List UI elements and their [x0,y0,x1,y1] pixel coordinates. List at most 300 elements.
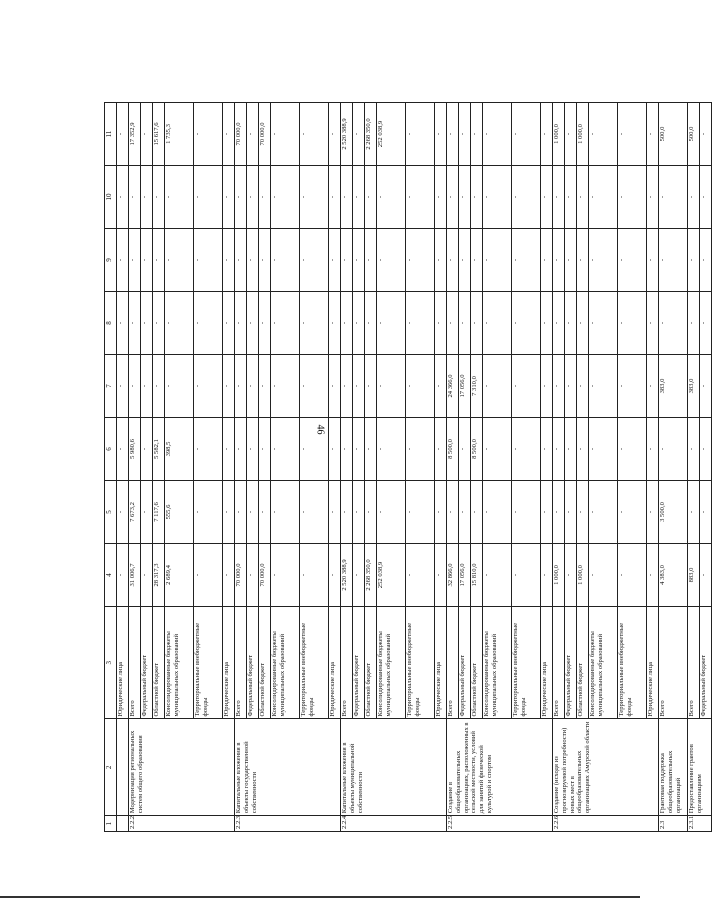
value-cell: 15 810,0 [471,544,483,607]
value-cell: - [406,481,435,544]
value-cell: - [512,292,541,355]
table-row [447,103,459,832]
value-cell: - [471,166,483,229]
value-cell: - [341,292,353,355]
value-cell: - [577,166,589,229]
value-cell: - [365,229,377,292]
value-cell: - [565,544,577,607]
column-number-cell: 3 [105,607,117,720]
value-cell: - [329,481,341,544]
value-cell: - [117,481,129,544]
value-cell: 398,5 [165,418,194,481]
value-cell: - [565,355,577,418]
value-cell: - [247,292,259,355]
value-cell: 70 000,0 [259,544,271,607]
funding-source-cell: Юридические лица [117,607,129,720]
column-number-cell: 6 [105,418,117,481]
value-cell: - [700,292,712,355]
funding-source-cell: Консолидированные бюджеты муниципальных образований [165,607,194,720]
value-cell: - [688,418,700,481]
value-cell: - [141,229,153,292]
value-cell: - [512,355,541,418]
value-cell: - [565,229,577,292]
value-cell: - [247,418,259,481]
value-cell: - [271,229,300,292]
value-cell: - [589,166,618,229]
value-cell: - [247,355,259,418]
value-cell: - [435,292,447,355]
value-cell: - [447,292,459,355]
measure-name-cell [117,719,129,816]
value-cell: - [153,166,165,229]
value-cell: - [541,355,553,418]
value-cell: - [659,292,688,355]
value-cell: - [618,292,647,355]
value-cell: 2 268 350,0 [365,103,377,166]
value-cell: - [223,103,235,166]
value-cell: - [483,418,512,481]
value-cell: - [259,292,271,355]
measure-name-cell: Предоставление грантов организациям [688,719,712,816]
value-cell: - [353,103,365,166]
measure-name-cell: Создание (исходя из прогнозируемой потребности) новых мест в общеобразовательных организациях Амурской области [553,719,659,816]
value-cell: - [117,544,129,607]
value-cell: 2 268 350,0 [365,544,377,607]
funding-source-cell: Федеральный бюджет [459,607,471,720]
value-cell: - [300,166,329,229]
value-cell: - [471,229,483,292]
value-cell: - [329,166,341,229]
value-cell: - [618,229,647,292]
value-cell: - [341,166,353,229]
value-cell: - [659,418,688,481]
value-cell: - [406,229,435,292]
funding-source-cell: Областной бюджет [471,607,483,720]
value-cell: 252 038,9 [377,103,406,166]
value-cell: - [353,418,365,481]
value-cell: - [406,418,435,481]
measure-name-cell: Капитальные вложения в объекты государственной собственности [235,719,341,816]
value-cell: - [541,544,553,607]
value-cell: - [353,229,365,292]
value-cell: - [541,229,553,292]
value-cell: - [700,544,712,607]
table-header-row [105,103,117,832]
value-cell: - [618,103,647,166]
value-cell: - [700,103,712,166]
value-cell: - [659,229,688,292]
value-cell: - [553,418,565,481]
value-cell: - [483,166,512,229]
value-cell: - [589,229,618,292]
value-cell: - [553,229,565,292]
value-cell: - [235,355,247,418]
value-cell: - [647,292,659,355]
value-cell: 28 317,3 [153,544,165,607]
value-cell: - [435,103,447,166]
value-cell: 8 500,0 [471,418,483,481]
value-cell: - [141,292,153,355]
value-cell: - [247,103,259,166]
funding-source-cell: Областной бюджет [153,607,165,720]
page-number: 46 [314,424,326,435]
value-cell: - [300,229,329,292]
value-cell: - [647,166,659,229]
value-cell: - [194,166,223,229]
value-cell: 2 689,4 [165,544,194,607]
value-cell: - [329,103,341,166]
value-cell: - [165,355,194,418]
value-cell: - [589,355,618,418]
value-cell: - [194,355,223,418]
value-cell: - [129,292,141,355]
value-cell: - [647,481,659,544]
value-cell: - [165,166,194,229]
table-row [688,103,700,832]
funding-source-cell: Юридические лица [541,607,553,720]
value-cell: - [153,229,165,292]
value-cell: - [353,166,365,229]
value-cell: - [300,355,329,418]
value-cell: - [341,481,353,544]
value-cell: - [129,166,141,229]
funding-source-cell: Всего [129,607,141,720]
value-cell: - [406,292,435,355]
funding-source-cell: Федеральный бюджет [141,607,153,720]
value-cell: - [459,418,471,481]
measure-name-cell: Модернизация региональных систем общего образования [129,719,235,816]
column-number-cell: 4 [105,544,117,607]
value-cell: 1 735,3 [165,103,194,166]
value-cell: - [247,481,259,544]
value-cell: 7 117,6 [153,481,165,544]
value-cell: - [353,481,365,544]
value-cell: - [194,481,223,544]
value-cell: - [688,166,700,229]
value-cell: - [259,481,271,544]
value-cell: - [435,418,447,481]
value-cell: - [223,418,235,481]
value-cell: - [300,544,329,607]
funding-source-cell: Всего [553,607,565,720]
value-cell: - [329,418,341,481]
value-cell: - [223,355,235,418]
column-number-cell: 7 [105,355,117,418]
value-cell: - [688,229,700,292]
value-cell: - [353,355,365,418]
value-cell: 5 980,6 [129,418,141,481]
value-cell: - [471,481,483,544]
value-cell: - [141,103,153,166]
column-number-cell: 11 [105,103,117,166]
funding-source-cell: Всего [447,607,459,720]
value-cell: - [341,418,353,481]
value-cell: - [406,166,435,229]
value-cell: - [153,355,165,418]
value-cell: - [459,229,471,292]
funding-source-cell: Консолидированные бюджеты муниципальных образований [271,607,300,720]
value-cell: - [459,103,471,166]
value-cell: - [618,418,647,481]
value-cell: - [129,229,141,292]
value-cell: - [141,418,153,481]
column-number-cell: 2 [105,719,117,816]
value-cell: - [165,229,194,292]
value-cell: - [259,166,271,229]
value-cell: - [300,103,329,166]
value-cell: - [141,166,153,229]
value-cell: - [688,481,700,544]
value-cell: - [447,229,459,292]
column-number-cell: 9 [105,229,117,292]
value-cell: - [512,166,541,229]
funding-source-cell: Консолидированные бюджеты муниципальных образований [483,607,512,720]
value-cell: - [223,481,235,544]
value-cell: - [541,481,553,544]
value-cell: - [647,418,659,481]
measure-name-cell: Грантовая поддержка общеобразовательных организаций [659,719,688,816]
funding-source-cell: Всего [688,607,700,720]
value-cell: - [153,292,165,355]
value-cell: - [223,292,235,355]
value-cell: - [659,166,688,229]
value-cell: - [353,544,365,607]
value-cell: - [259,355,271,418]
value-cell: - [541,418,553,481]
value-cell: 1 000,0 [553,103,565,166]
value-cell: - [647,544,659,607]
value-cell: 2 520 388,9 [341,103,353,166]
value-cell: - [377,355,406,418]
value-cell: - [271,355,300,418]
table-row [129,103,141,832]
value-cell: 500,0 [659,103,688,166]
value-cell: - [647,103,659,166]
value-cell: - [271,481,300,544]
value-cell: 70 000,0 [235,103,247,166]
funding-source-cell: Консолидированные бюджеты муниципальных образований [589,607,618,720]
value-cell: - [194,229,223,292]
value-cell: - [141,355,153,418]
funding-source-cell: Консолидированные бюджеты муниципальных образований [377,607,406,720]
value-cell: - [618,355,647,418]
value-cell: 3 500,0 [659,481,688,544]
value-cell: - [700,481,712,544]
value-cell: - [117,166,129,229]
value-cell: - [541,166,553,229]
value-cell: - [512,103,541,166]
value-cell: 5 582,1 [153,418,165,481]
value-cell: - [553,166,565,229]
value-cell: 555,6 [165,481,194,544]
value-cell: 32 866,0 [447,544,459,607]
value-cell: - [194,103,223,166]
value-cell: - [459,481,471,544]
value-cell: - [117,229,129,292]
value-cell: - [247,229,259,292]
value-cell: - [577,418,589,481]
value-cell: - [117,418,129,481]
value-cell: 1 000,0 [577,103,589,166]
value-cell: - [512,481,541,544]
value-cell: - [459,166,471,229]
value-cell: 8 500,0 [447,418,459,481]
value-cell: - [577,355,589,418]
value-cell: - [565,418,577,481]
value-cell: - [435,229,447,292]
value-cell: - [577,481,589,544]
row-code-cell: 2.2.3 [235,816,341,832]
value-cell: - [483,229,512,292]
funding-source-cell: Федеральный бюджет [247,607,259,720]
funding-source-cell: Территориальные внебюджетные фонды [300,607,329,720]
value-cell: 4 383,0 [659,544,688,607]
value-cell: - [377,166,406,229]
value-cell: - [271,103,300,166]
value-cell: - [447,103,459,166]
value-cell: - [647,229,659,292]
value-cell: - [565,292,577,355]
financing-table-sheet [104,102,707,832]
row-code-cell: 2.2.5 [447,816,553,832]
value-cell: - [688,292,700,355]
value-cell: - [483,481,512,544]
value-cell: - [512,544,541,607]
value-cell: - [377,418,406,481]
row-code-cell: 2.3.1 [688,816,712,832]
value-cell: - [223,229,235,292]
column-number-cell: 10 [105,166,117,229]
value-cell: - [483,544,512,607]
row-code-cell [117,816,129,832]
value-cell: - [700,418,712,481]
funding-source-cell: Федеральный бюджет [353,607,365,720]
value-cell: - [235,292,247,355]
value-cell: 17 056,0 [459,355,471,418]
value-cell: - [565,103,577,166]
funding-source-cell: Территориальные внебюджетные фонды [618,607,647,720]
value-cell: - [129,355,141,418]
value-cell: 70 000,0 [259,103,271,166]
value-cell: - [406,544,435,607]
value-cell: 383,0 [659,355,688,418]
row-code-cell: 2.2.2 [129,816,235,832]
measure-name-cell: Создание в общеобразовательных организациях, расположенных в сельской местности, условий для занятий физической культурой и спортом [447,719,553,816]
value-cell: - [377,229,406,292]
value-cell: - [365,166,377,229]
value-cell: 1 000,0 [553,544,565,607]
funding-source-cell: Территориальные внебюджетные фонды [512,607,541,720]
value-cell: - [406,103,435,166]
funding-source-cell: Областной бюджет [365,607,377,720]
column-number-cell: 5 [105,481,117,544]
value-cell: 70 000,0 [235,544,247,607]
value-cell: - [435,481,447,544]
value-cell: - [117,355,129,418]
value-cell: - [483,292,512,355]
value-cell: - [300,481,329,544]
value-cell: - [435,166,447,229]
value-cell: - [365,481,377,544]
value-cell: 383,0 [688,355,700,418]
value-cell: - [194,544,223,607]
value-cell: - [353,292,365,355]
value-cell: - [447,166,459,229]
value-cell: - [541,103,553,166]
funding-source-cell: Юридические лица [435,607,447,720]
funding-source-cell: Всего [659,607,688,720]
value-cell: - [589,544,618,607]
measure-name-cell: Капитальные вложения в объекты муниципальной собственности [341,719,447,816]
table-row [553,103,565,832]
value-cell: - [483,103,512,166]
value-cell: - [618,544,647,607]
row-code-cell: 2.2.6 [553,816,659,832]
value-cell: - [589,292,618,355]
value-cell: - [300,418,329,481]
value-cell: - [459,292,471,355]
value-cell: - [541,292,553,355]
column-number-cell: 8 [105,292,117,355]
value-cell: - [117,103,129,166]
value-cell: 24 366,0 [447,355,459,418]
value-cell: - [141,481,153,544]
value-cell: - [377,481,406,544]
funding-source-cell: Юридические лица [647,607,659,720]
value-cell: 15 617,6 [153,103,165,166]
column-number-cell: 1 [105,816,117,832]
row-code-cell: 2.3 [659,816,688,832]
funding-source-cell: Юридические лица [329,607,341,720]
value-cell: - [512,418,541,481]
value-cell: - [235,481,247,544]
value-cell: - [341,229,353,292]
value-cell: - [435,544,447,607]
funding-source-cell: Юридические лица [223,607,235,720]
value-cell: - [471,292,483,355]
value-cell: 1 000,0 [577,544,589,607]
value-cell: - [700,166,712,229]
value-cell: - [589,418,618,481]
value-cell: 2 520 388,9 [341,544,353,607]
value-cell: - [553,292,565,355]
value-cell: - [700,355,712,418]
value-cell: - [329,292,341,355]
value-cell: - [235,418,247,481]
value-cell: - [377,292,406,355]
value-cell: - [365,355,377,418]
value-cell: - [259,418,271,481]
value-cell: - [435,355,447,418]
value-cell: - [235,229,247,292]
value-cell: - [565,481,577,544]
value-cell: - [329,355,341,418]
value-cell: - [141,544,153,607]
funding-source-cell: Территориальные внебюджетные фонды [194,607,223,720]
value-cell: - [553,481,565,544]
value-cell: 500,0 [688,103,700,166]
value-cell: - [618,481,647,544]
value-cell: - [247,544,259,607]
value-cell: - [512,229,541,292]
value-cell: 31 006,7 [129,544,141,607]
value-cell: - [589,103,618,166]
table-row [117,103,129,832]
value-cell: 252 038,9 [377,544,406,607]
value-cell: - [117,292,129,355]
value-cell: - [329,229,341,292]
value-cell: - [300,292,329,355]
